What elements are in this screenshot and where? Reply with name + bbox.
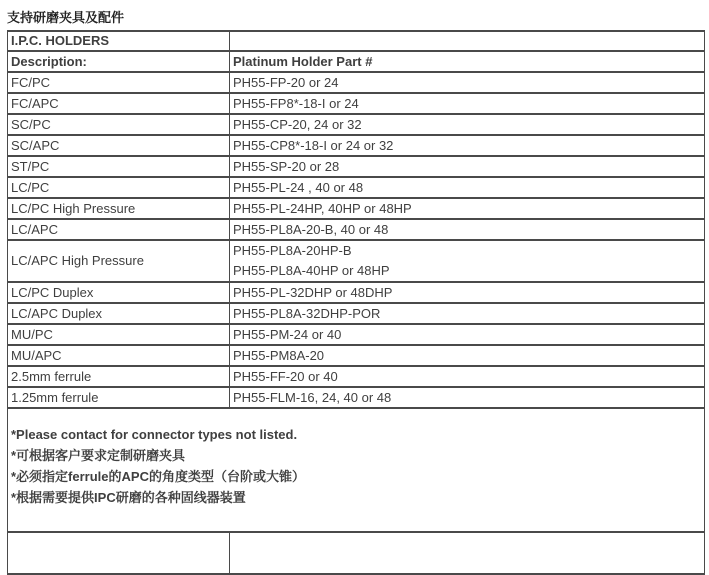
- part-number-cell: PH55-PM-24 or 40: [230, 324, 705, 345]
- column-header-description: Description:: [8, 51, 230, 72]
- part-number-cell: PH55-FP8*-18-I or 24: [230, 93, 705, 114]
- section-header-spacer: [230, 31, 705, 51]
- footnote-line: *Please contact for connector types not listed.: [11, 427, 298, 442]
- part-number-cell: PH55-PL-32DHP or 48DHP: [230, 282, 705, 303]
- part-number-cell: PH55-PL8A-20-B, 40 or 48: [230, 219, 705, 240]
- table-row: [8, 240, 705, 282]
- description-cell: SC/PC: [8, 114, 230, 135]
- footnote-line: *必须指定ferrule的APC的角度类型（台阶或大锥）: [11, 469, 305, 484]
- description-cell: 1.25mm ferrule: [8, 387, 230, 408]
- description-cell: LC/PC Duplex: [8, 282, 230, 303]
- table-row: [8, 387, 705, 408]
- part-number-line: PH55-PL8A-40HP or 48HP: [233, 263, 390, 278]
- part-number-cell: [230, 240, 705, 282]
- next-table-fragment-cell: [8, 532, 230, 574]
- footnote-line: *可根据客户要求定制研磨夹具: [11, 448, 186, 463]
- description-cell: LC/APC: [8, 219, 230, 240]
- description-cell: FC/APC: [8, 93, 230, 114]
- footnote-line: *根据需要提供IPC研磨的各种固线器装置: [11, 490, 246, 505]
- table-row: [8, 177, 705, 198]
- table-row: [8, 114, 705, 135]
- part-number-cell: PH55-PL-24 , 40 or 48: [230, 177, 705, 198]
- page-title: 支持研磨夹具及配件: [7, 10, 125, 25]
- part-number-cell: PH55-CP8*-18-I or 24 or 32: [230, 135, 705, 156]
- table-row: [8, 198, 705, 219]
- column-header-row: [8, 51, 705, 72]
- next-table-fragment-row: [8, 532, 705, 574]
- ipc-holders-table: [7, 30, 705, 575]
- part-number-cell: PH55-PL-24HP, 40HP or 48HP: [230, 198, 705, 219]
- description-cell: MU/PC: [8, 324, 230, 345]
- description-cell: MU/APC: [8, 345, 230, 366]
- description-cell: LC/APC Duplex: [8, 303, 230, 324]
- description-cell: 2.5mm ferrule: [8, 366, 230, 387]
- description-cell: ST/PC: [8, 156, 230, 177]
- next-table-fragment-cell: [230, 532, 705, 574]
- part-number-cell: PH55-FLM-16, 24, 40 or 48: [230, 387, 705, 408]
- table-row: [8, 156, 705, 177]
- description-cell: FC/PC: [8, 72, 230, 93]
- part-number-cell: PH55-FP-20 or 24: [230, 72, 705, 93]
- part-number-cell: PH55-FF-20 or 40: [230, 366, 705, 387]
- table-row: [8, 366, 705, 387]
- table-row: [8, 135, 705, 156]
- footnotes-row: [8, 408, 705, 532]
- footnotes-cell: [8, 408, 705, 532]
- part-number-cell: PH55-CP-20, 24 or 32: [230, 114, 705, 135]
- table-row: [8, 219, 705, 240]
- table-row: [8, 345, 705, 366]
- part-number-cell: PH55-PM8A-20: [230, 345, 705, 366]
- table-row: [8, 303, 705, 324]
- description-cell: LC/PC: [8, 177, 230, 198]
- column-header-part: Platinum Holder Part #: [230, 51, 705, 72]
- section-header-cell: I.P.C. HOLDERS: [8, 31, 230, 51]
- table-row: [8, 72, 705, 93]
- section-header-row: [8, 31, 705, 51]
- description-cell: SC/APC: [8, 135, 230, 156]
- part-number-line: PH55-PL8A-20HP-B: [233, 243, 352, 258]
- part-number-cell: PH55-PL8A-32DHP-POR: [230, 303, 705, 324]
- table-row: [8, 324, 705, 345]
- description-cell: LC/APC High Pressure: [8, 240, 230, 282]
- table-row: [8, 282, 705, 303]
- description-cell: LC/PC High Pressure: [8, 198, 230, 219]
- table-row: [8, 93, 705, 114]
- part-number-cell: PH55-SP-20 or 28: [230, 156, 705, 177]
